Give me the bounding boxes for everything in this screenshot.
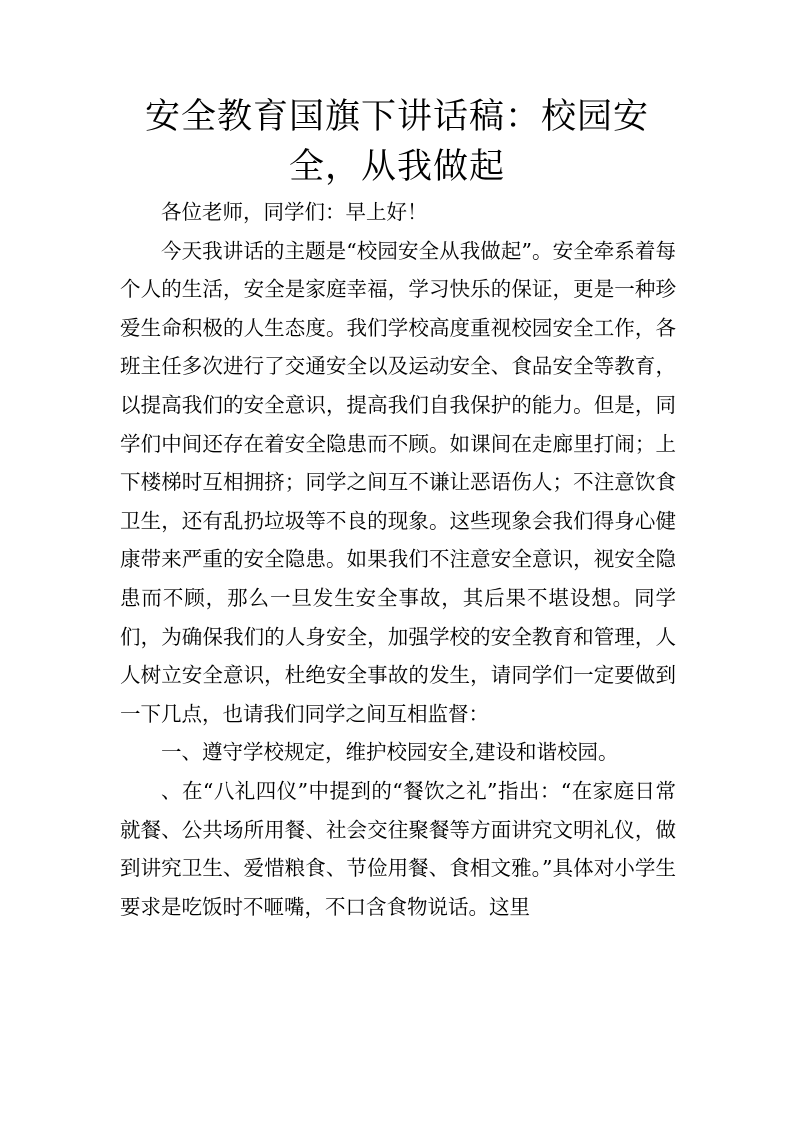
document-title: 安全教育国旗下讲话稿：校园安全，从我做起 [144,97,649,187]
paragraph-dining-etiquette: 、在“八礼四仪”中提到的“餐饮之礼”指出：“在家庭日常就餐、公共场所用餐、社会交往聚餐等方面讲究文明礼仪，做到讲究卫生、爱惜粮食、节俭用餐、食相文雅。”具体对小学生要求是吃饭时不咂嘴，不口含食物说话。这里 [120,778,676,919]
document-body [120,193,676,926]
paragraph-main: 今天我讲话的主题是“校园安全从我做起”。安全牵系着每个人的生活，安全是家庭幸福，学习快乐的保证，更是一种珍爱生命积极的人生态度。我们学校高度重视校园安全工作，各班主任多次进行了交通安全以及运动安全、食品安全等教育，以提高我们的安全意识，提高我们自我保护的能力。但是，同学们中间还存在着安全隐患而不顾。如课间在走廊里打闹；上下楼梯时互相拥挤；同学之间互不谦让恶语伤人；不注意饮食卫生，还有乱扔垃圾等不良的现象。这些现象会我们得身心健康带来严重的安全隐患。如果我们不注意安全意识，视安全隐患而不顾，那么一旦发生安全事故，其后果不堪设想。同学们，为确保我们的人身安全，加强学校的安全教育和管理，人人树立安全意识，杜绝安全事故的发生，请同学们一定要做到一下几点，也请我们同学之间互相监督： [120,238,676,726]
paragraph-greeting: 各位老师，同学们：早上好！ [161,200,428,224]
paragraph-rule-one: 一、遵守学校规定，维护校园安全,建设和谐校园。 [161,740,619,765]
